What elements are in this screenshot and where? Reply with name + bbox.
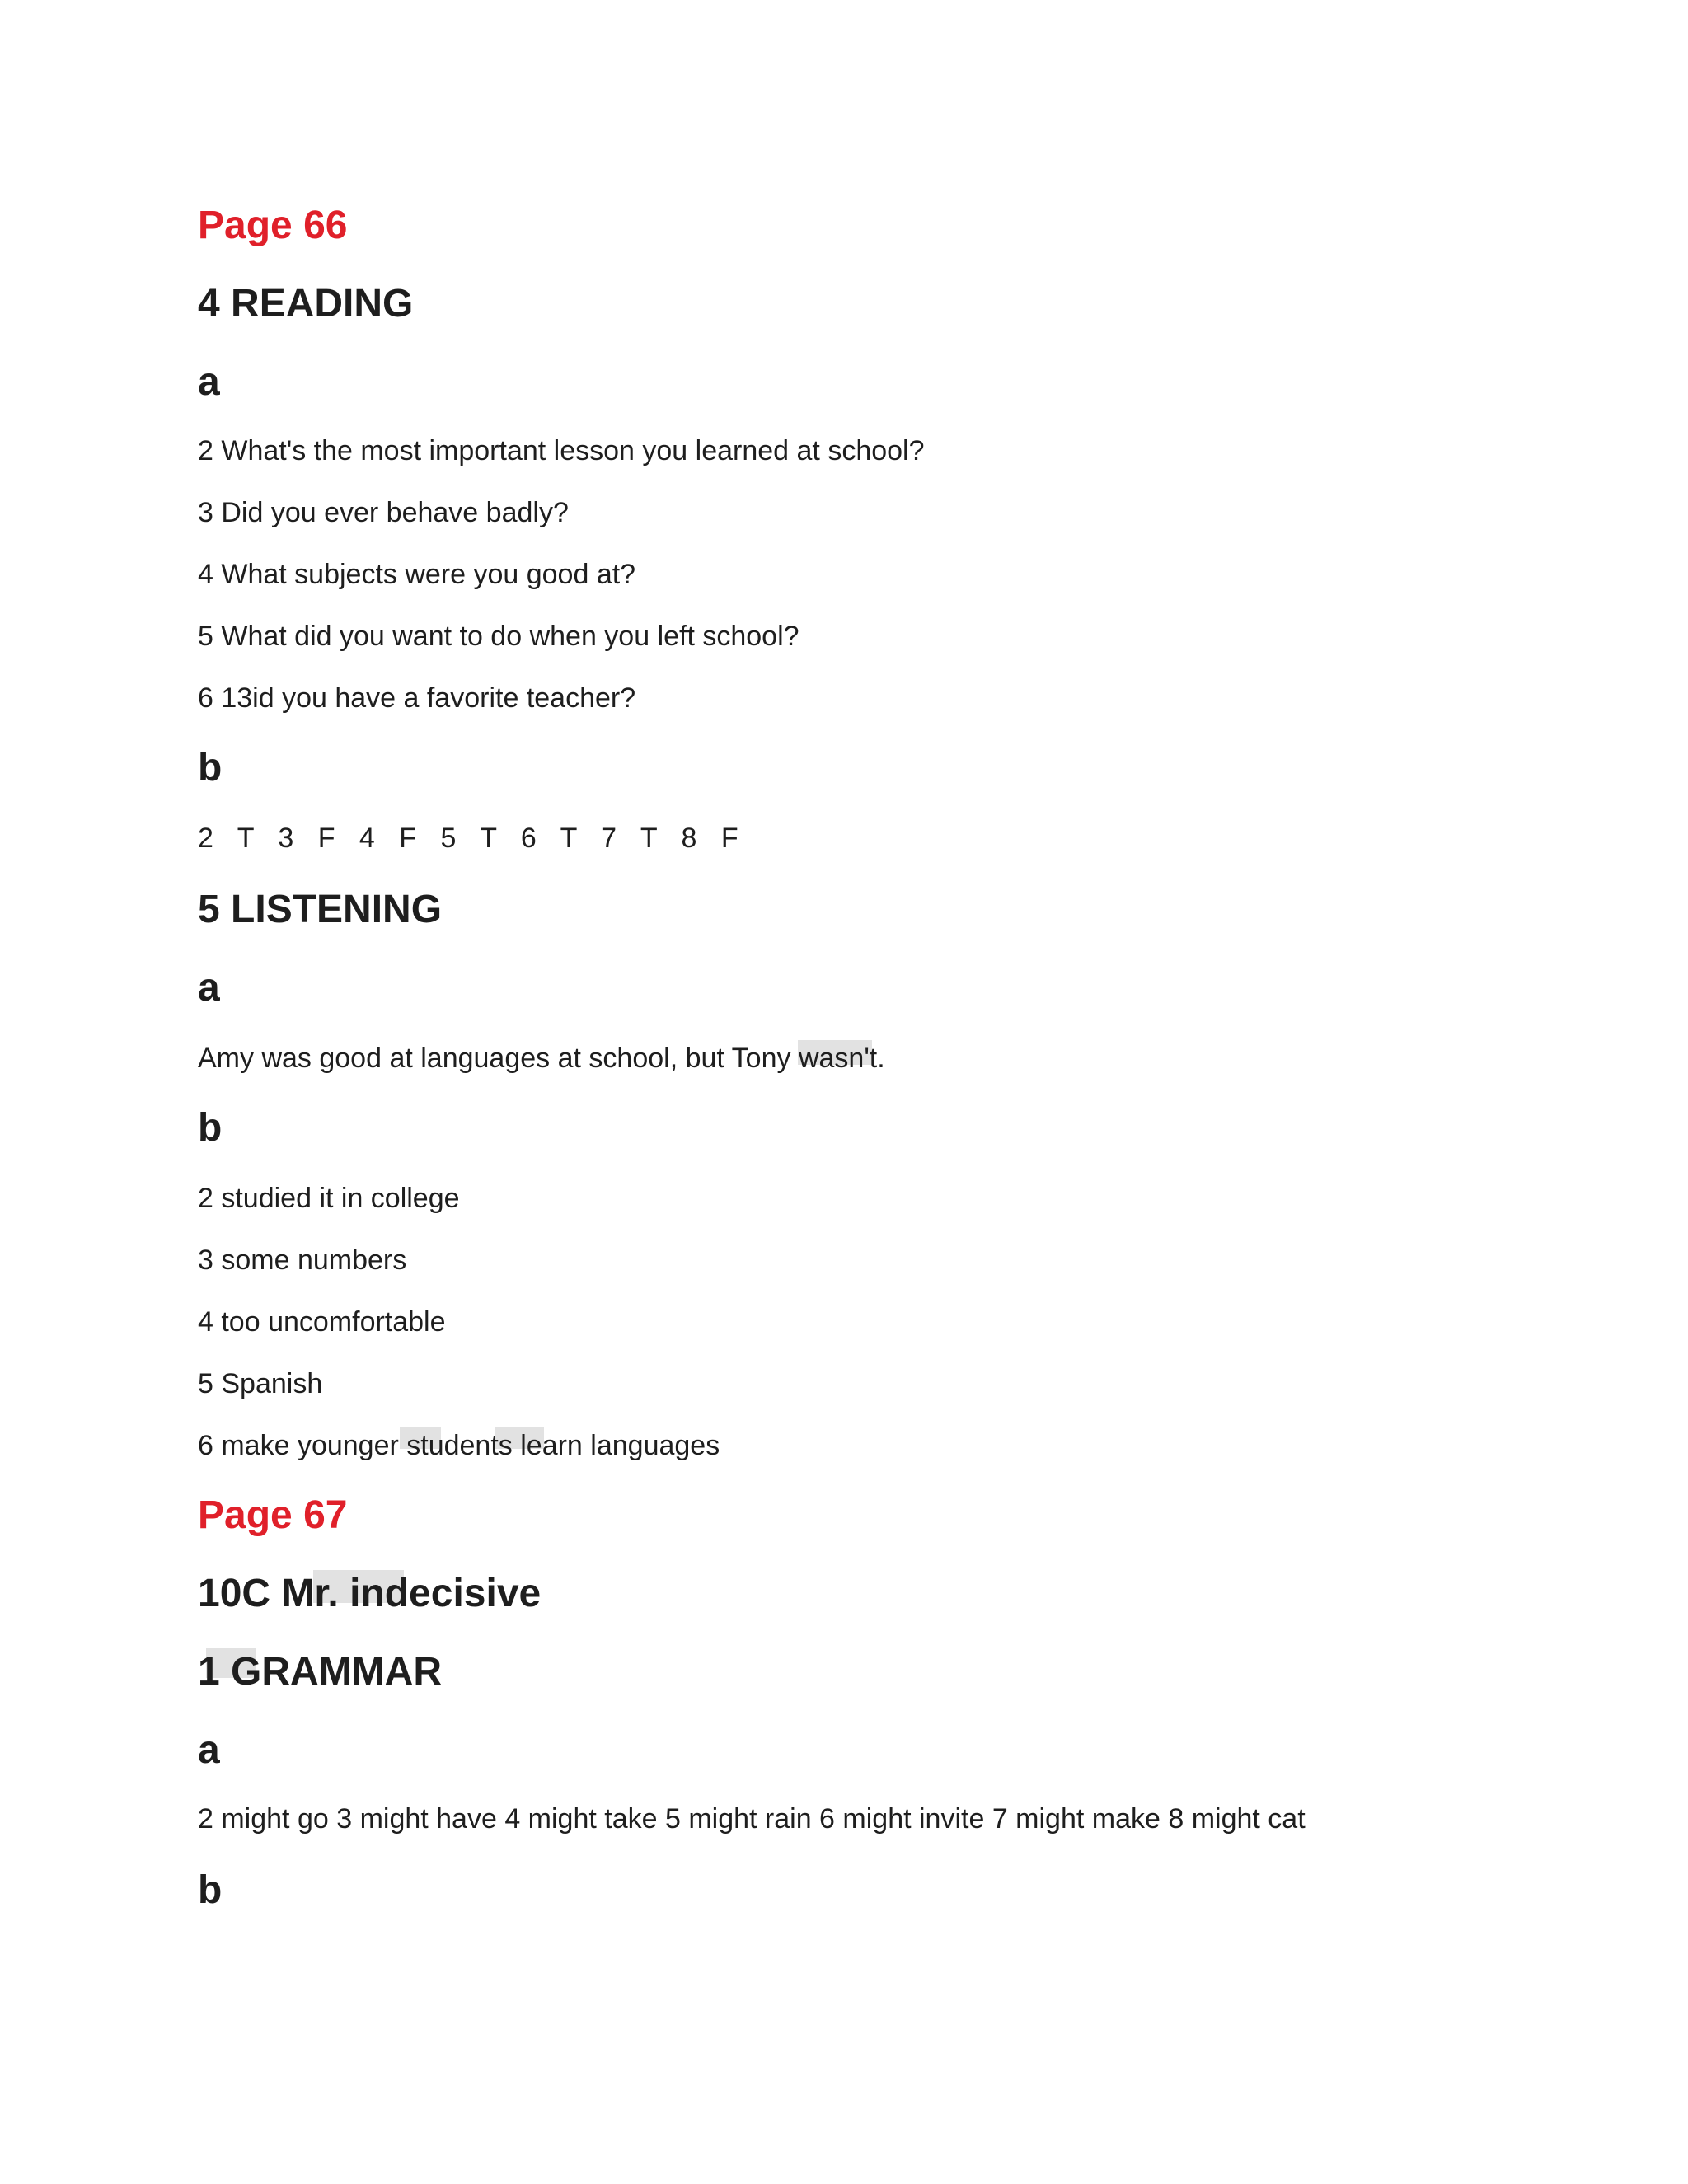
part-letter: b [198,1868,223,1912]
part-letter: a [198,966,220,1010]
grammar-answers: 2 might go 3 might have 4 might take 5 might rain 6 might invite 7 might make 8 might cat [198,1803,1306,1835]
part-letter: a [198,1728,220,1772]
true-false-answers: 2 T 3 F 4 F 5 T 6 T 7 T 8 F [198,823,741,854]
page-heading: Page 67 [198,1493,348,1537]
section-heading-grammar: 1 GRAMMAR [198,1650,442,1694]
listening-answer: Amy was good at languages at school, but Tony wasn't. [198,1043,885,1074]
reading-question: 4 What subjects were you good at? [198,559,636,590]
reading-question: 3 Did you ever behave badly? [198,497,569,528]
listening-answer: 4 too uncomfortable [198,1306,446,1338]
part-letter: b [198,746,223,790]
page-heading: Page 66 [198,204,348,247]
reading-question: 2 What's the most important lesson you learned at school? [198,435,925,466]
listening-answer: 6 make younger students learn languages [198,1430,720,1461]
listening-answer: 2 studied it in college [198,1183,460,1214]
listening-answer: 5 Spanish [198,1368,323,1399]
section-heading-listening: 5 LISTENING [198,888,443,931]
part-letter: a [198,360,220,404]
listening-answer: 3 some numbers [198,1244,407,1276]
unit-title: 10C Mr. indecisive [198,1572,542,1615]
part-letter: b [198,1106,223,1150]
section-heading-reading: 4 READING [198,282,414,326]
reading-question: 5 What did you want to do when you left school? [198,621,799,652]
reading-question: 6 13id you have a favorite teacher? [198,682,636,714]
